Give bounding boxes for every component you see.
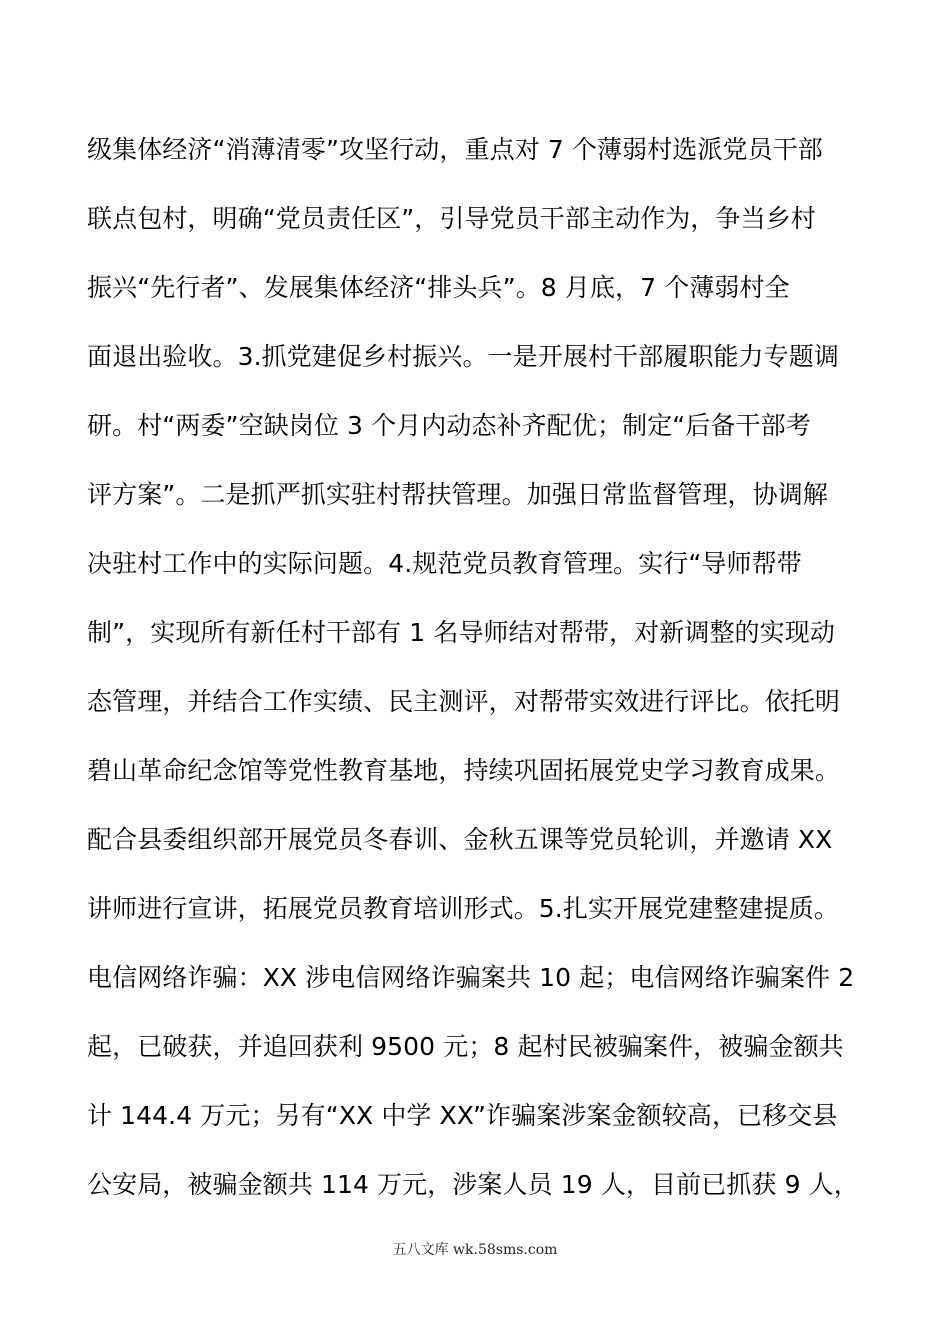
text-line: 公安局，被骗金额共 114 万元，涉案人员 19 人，目前已抓获 9 人， bbox=[87, 1170, 859, 1199]
page-footer bbox=[0, 1238, 950, 1262]
text-line: 碧山革命纪念馆等党性教育基地，持续巩固拓展党史学习教育成果。 bbox=[87, 756, 841, 785]
text-line: 决驻村工作中的实际问题。4.规范党员教育管理。实行“导师帮带 bbox=[87, 549, 802, 578]
footer-watermark-text: 五八文库 wk.58sms.com bbox=[392, 1242, 558, 1258]
text-line: 级集体经济“消薄清零”攻坚行动，重点对 7 个薄弱村选派党员干部 bbox=[87, 135, 823, 164]
text-line: 态管理，并结合工作实绩、民主测评，对帮带实效进行评比。依托明 bbox=[87, 687, 841, 716]
text-line: 制”，实现所有新任村干部有 1 名导师结对帮带，对新调整的实现动 bbox=[87, 618, 835, 647]
body-text bbox=[87, 120, 867, 1224]
text-line: 面退出验收。3.抓党建促乡村振兴。一是开展村干部履职能力专题调 bbox=[87, 342, 839, 371]
text-line: 研。村“两委”空缺岗位 3 个月内动态补齐配优；制定“后备干部考 bbox=[87, 411, 811, 440]
text-line: 配合县委组织部开展党员冬春训、金秋五课等党员轮训，并邀请 XX bbox=[87, 825, 833, 854]
text-line: 联点包村，明确“党员责任区”，引导党员干部主动作为，争当乡村 bbox=[87, 204, 816, 233]
text-line: 计 144.4 万元；另有“XX 中学 XX”诈骗案涉案金额较高，已移交县 bbox=[87, 1101, 838, 1130]
text-line: 振兴“先行者”、发展集体经济“排头兵”。8 月底，7 个薄弱村全 bbox=[87, 273, 790, 302]
text-line: 起，已破获，并追回获利 9500 元；8 起村民被骗案件，被骗金额共 bbox=[87, 1032, 844, 1061]
text-line: 评方案”。二是抓严抓实驻村帮扶管理。加强日常监督管理，协调解 bbox=[87, 480, 828, 509]
text-line: 电信网络诈骗：XX 涉电信网络诈骗案共 10 起；电信网络诈骗案件 2 bbox=[87, 963, 855, 992]
text-line: 讲师进行宣讲，拓展党员教育培训形式。5.扎实开展党建整建提质。 bbox=[87, 894, 839, 923]
